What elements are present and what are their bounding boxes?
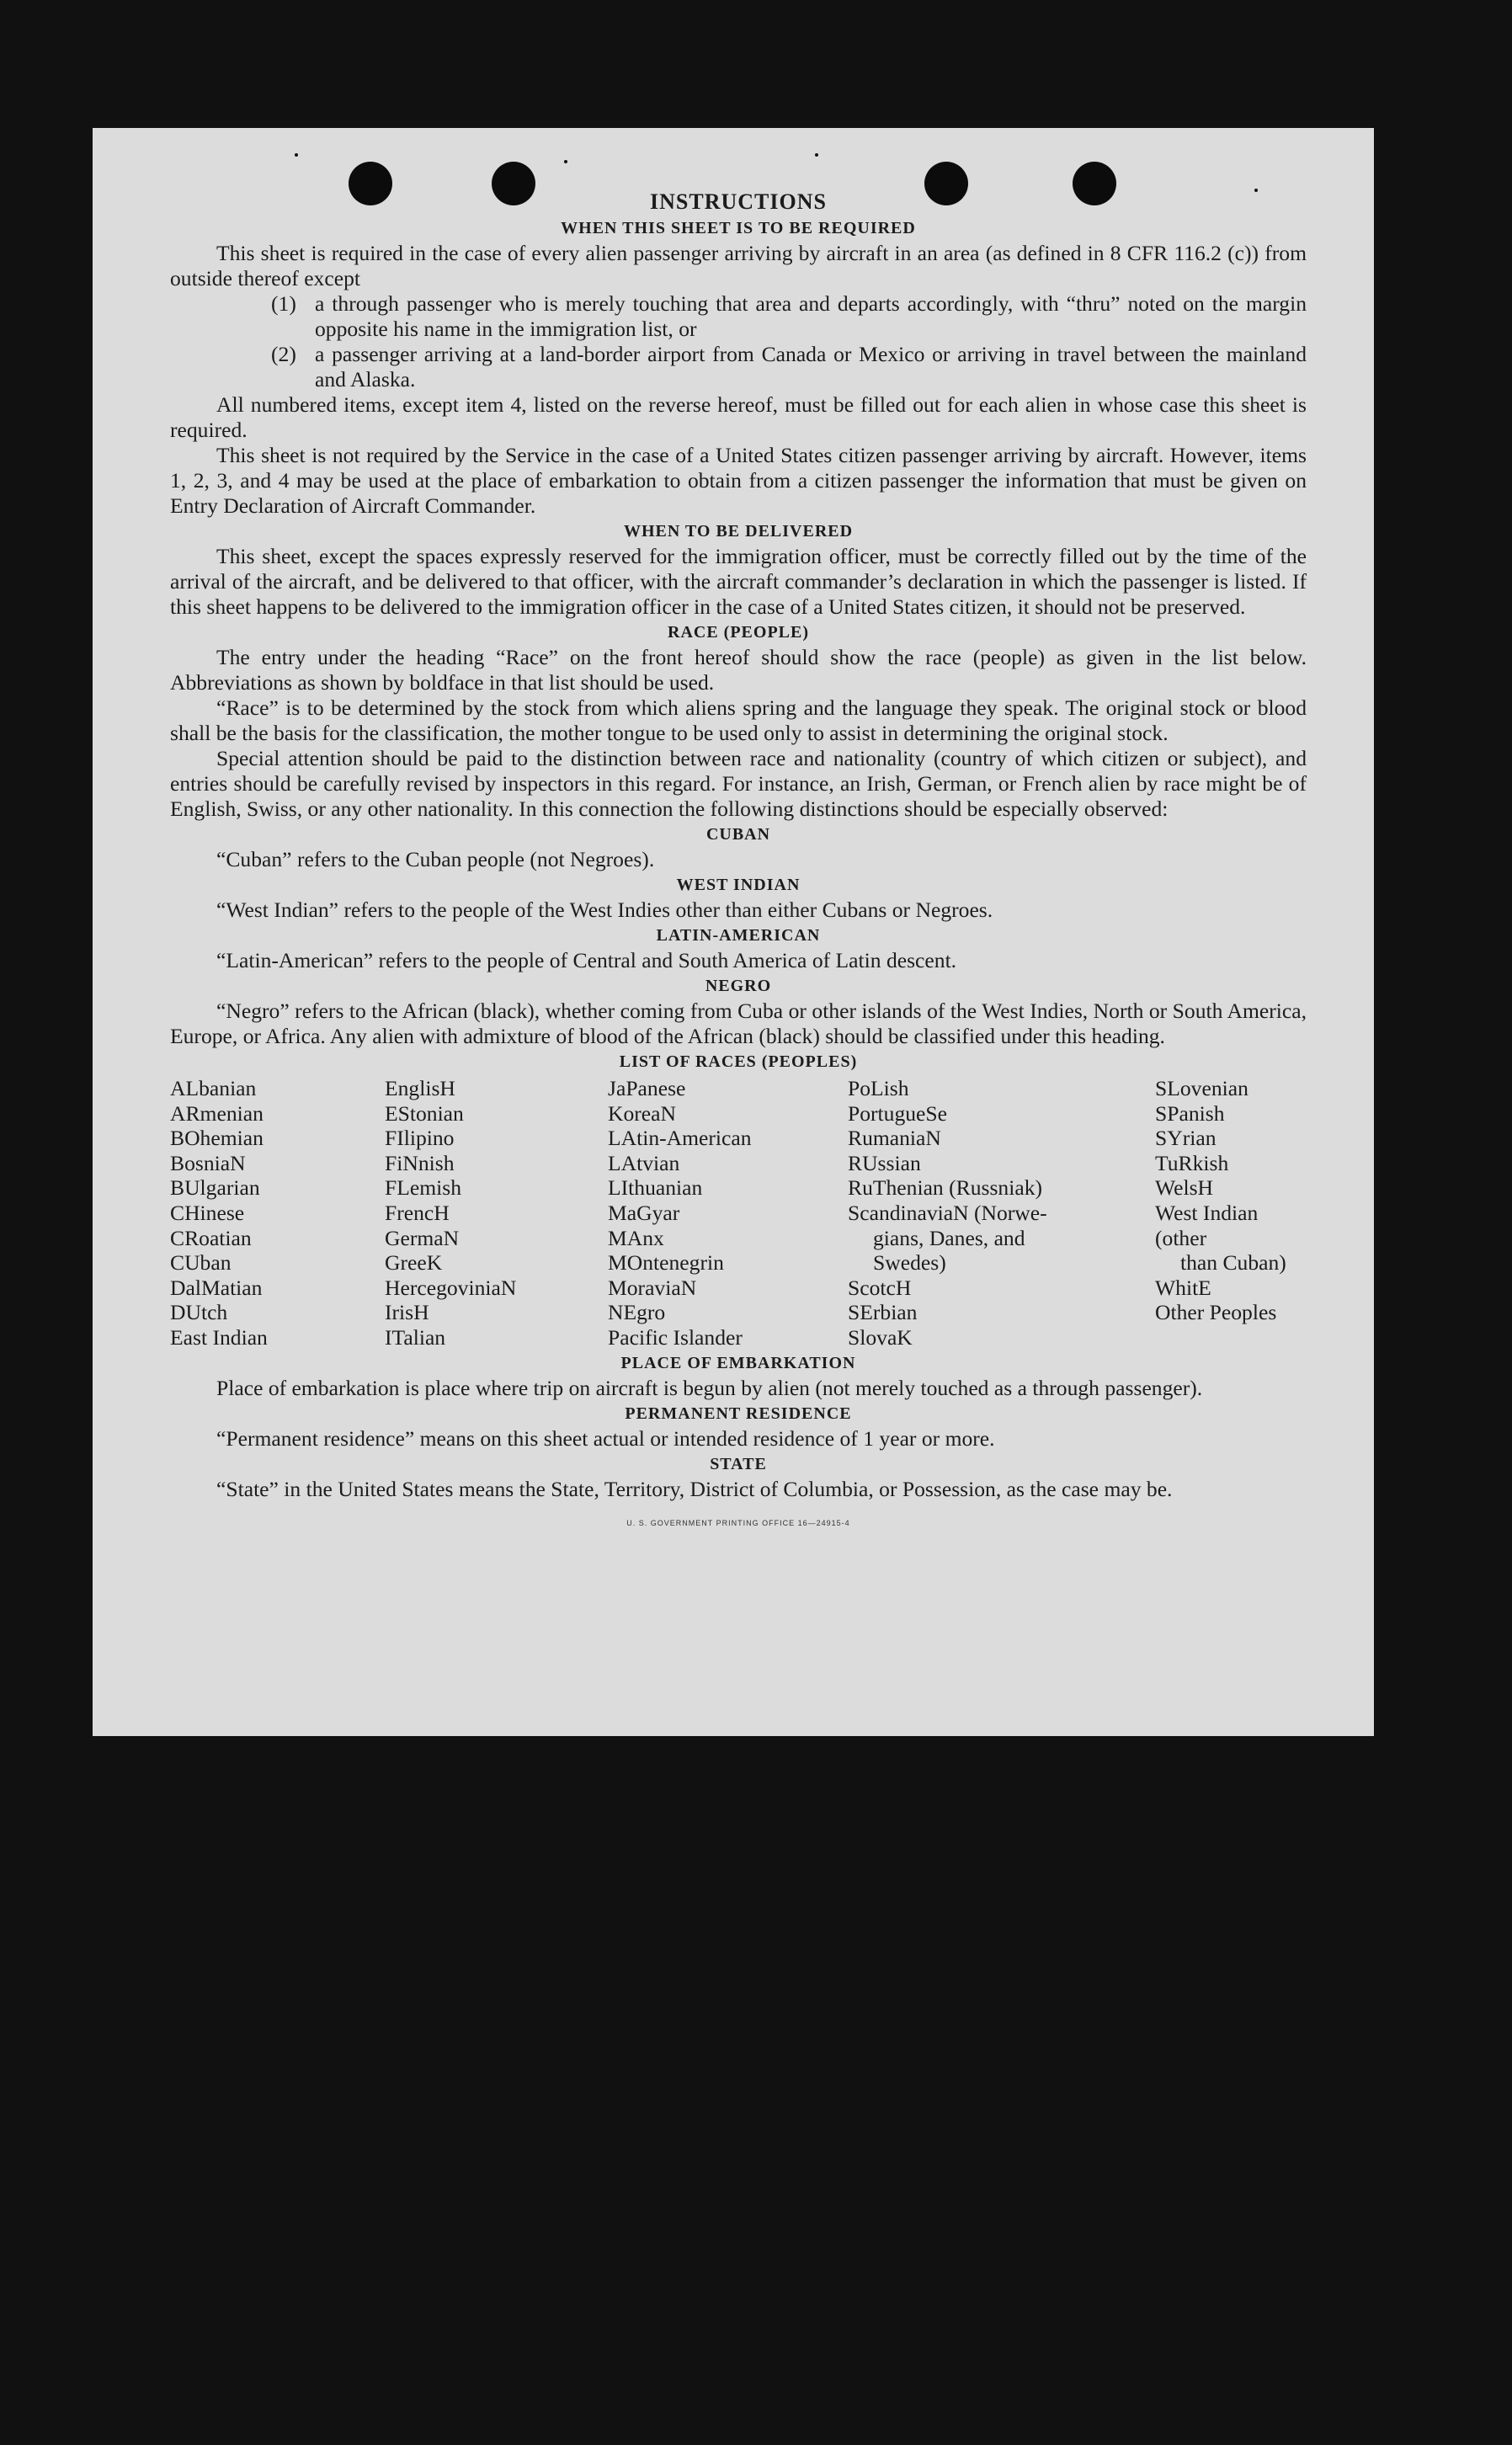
- race-entry: PortugueSe: [848, 1100, 948, 1126]
- section-heading: LIST OF RACES (PEOPLES): [619, 1052, 858, 1071]
- printer-imprint: U. S. GOVERNMENT PRINTING OFFICE 16—24915-4: [626, 1518, 850, 1527]
- race-sublist: [1155, 1276, 1307, 1325]
- race-entry: JaPanese: [608, 1076, 686, 1100]
- paragraph: “Negro” refers to the African (black), whether coming from Cuba or other islands of the West Indies, North or South America, Europe, or Africa. Any alien with admixture of blood of the African (black) should be classified under this heading.: [170, 999, 1307, 1048]
- race-entry: MAnx: [608, 1225, 664, 1250]
- race-entry: Swedes): [873, 1250, 946, 1276]
- race-entry: BosniaN: [170, 1150, 246, 1175]
- race-entry: SErbian: [848, 1300, 918, 1325]
- race-entry: PoLish: [848, 1076, 909, 1100]
- section-heading: LATIN-AMERICAN: [656, 926, 821, 945]
- section-heading: STATE: [710, 1454, 767, 1473]
- race-entry: WelsH: [1155, 1175, 1214, 1201]
- race-entry: Other Peoples: [1155, 1300, 1277, 1325]
- race-entry: SPanish: [1155, 1100, 1225, 1126]
- race-entry: HercegoviniaN: [385, 1275, 517, 1300]
- race-entry: FrencH: [385, 1200, 450, 1225]
- race-entry: CRoatian: [170, 1225, 252, 1250]
- race-entry: CHinese: [170, 1200, 245, 1225]
- section-heading: NEGRO: [705, 977, 772, 995]
- race-sublist: [848, 1276, 1155, 1350]
- item-number: (2): [271, 342, 296, 366]
- paragraph: Place of embarkation is place where trip on aircraft is begun by alien (not merely touched as a through passenger).: [216, 1375, 1203, 1400]
- race-list: [170, 1076, 1307, 1350]
- section-heading: CUBAN: [705, 825, 771, 844]
- race-sublist: [848, 1076, 1155, 1226]
- paragraph: Special attention should be paid to the distinction between race and nationality (country of which citizen or subject), and entries should be carefully revised by inspectors in this regard. For instance, an Irish, German, or French alien by race might be of English, Swiss, or any other nationality. In this connection the following distinctions should be especially observed:: [170, 746, 1307, 821]
- item-text: a passenger arriving at a land-border airport from Canada or Mexico or arriving in travel between the mainland and Alaska.: [315, 342, 1307, 392]
- race-entry: than Cuban): [1180, 1250, 1286, 1276]
- race-entry: Pacific Islander: [608, 1324, 743, 1350]
- race-entry: LAtin-American: [608, 1126, 752, 1151]
- race-sublist: [848, 1226, 1155, 1276]
- race-column: [170, 1076, 385, 1350]
- section-heading: PLACE OF EMBARKATION: [620, 1353, 856, 1372]
- speck: [564, 160, 567, 163]
- race-entry: GreeK: [385, 1250, 443, 1276]
- race-column: [608, 1076, 848, 1350]
- list-item: [170, 291, 1307, 342]
- race-entry: LAtvian: [608, 1150, 680, 1175]
- race-column: [1155, 1076, 1307, 1350]
- section-heading: RACE (PEOPLE): [668, 623, 809, 642]
- race-entry: RumaniaN: [848, 1126, 941, 1151]
- race-column: [385, 1076, 608, 1350]
- race-entry: BUlgarian: [170, 1175, 260, 1201]
- paragraph: The entry under the heading “Race” on the front hereof should show the race (people) as given in the list below. Abbreviations as shown by boldface in that list should be used.: [170, 645, 1307, 695]
- race-sublist: [1155, 1076, 1307, 1250]
- race-entry: GermaN: [385, 1225, 460, 1250]
- race-entry: ITalian: [385, 1324, 446, 1350]
- race-entry: KoreaN: [608, 1100, 677, 1126]
- list-item: [170, 342, 1307, 392]
- race-entry: ScandinaviaN (Norwe-: [848, 1200, 1047, 1225]
- race-entry: FLemish: [385, 1175, 462, 1201]
- race-entry: West Indian (other: [1155, 1200, 1259, 1250]
- instructions-body: [170, 189, 1307, 1536]
- paragraph: “Race” is to be determined by the stock from which aliens spring and the language they speak. The original stock or blood shall be the basis for the classification, the mother tongue to be used only to assist in determining the original stock.: [170, 695, 1307, 745]
- race-entry: CUban: [170, 1250, 232, 1276]
- paragraph: “State” in the United States means the State, Territory, District of Columbia, or Possession, as the case may be.: [216, 1476, 1173, 1501]
- section-heading: WHEN TO BE DELIVERED: [623, 522, 854, 541]
- paragraph: This sheet, except the spaces expressly reserved for the immigration officer, must be correctly filled out by the time of the arrival of the aircraft, and be delivered to that officer, with the aircraft commander’s declaration in which the passenger is listed. If this sheet happens to be delivered to the immigration officer in the case of a United States citizen, it should not be preserved.: [170, 544, 1307, 619]
- race-entry: MoraviaN: [608, 1275, 697, 1300]
- race-entry: gians, Danes, and: [873, 1225, 1025, 1250]
- race-entry: LIthuanian: [608, 1175, 703, 1201]
- speck: [815, 153, 818, 157]
- race-entry: NEgro: [608, 1300, 666, 1325]
- race-column: [848, 1076, 1155, 1350]
- item-text: a through passenger who is merely touching that area and departs accordingly, with “thru” noted on the margin opposite his name in the immigration list, or: [315, 291, 1307, 341]
- section-heading: PERMANENT RESIDENCE: [625, 1404, 852, 1423]
- paragraph: “Permanent residence” means on this sheet actual or intended residence of 1 year or more.: [216, 1425, 995, 1451]
- race-entry: ARmenian: [170, 1100, 264, 1126]
- race-entry: MaGyar: [608, 1200, 680, 1225]
- race-entry: TuRkish: [1155, 1150, 1229, 1175]
- race-entry: SYrian: [1155, 1126, 1217, 1151]
- race-entry: East Indian: [170, 1324, 268, 1350]
- race-entry: DUtch: [170, 1300, 228, 1325]
- paragraph: “Latin-American” refers to the people of Central and South America of Latin descent.: [216, 948, 957, 972]
- race-entry: WhitE: [1155, 1275, 1211, 1300]
- paragraph: All numbered items, except item 4, listed on the reverse hereof, must be filled out for each alien in whose case this sheet is required.: [170, 392, 1307, 442]
- race-entry: EnglisH: [385, 1076, 455, 1100]
- race-entry: ScotcH: [848, 1275, 912, 1300]
- race-entry: RuThenian (Russniak): [848, 1175, 1043, 1201]
- race-entry: FIlipino: [385, 1126, 455, 1151]
- race-sublist: [1155, 1250, 1307, 1276]
- paragraph: This sheet is required in the case of every alien passenger arriving by aircraft in an area (as defined in 8 CFR 116.2 (c)) from outside thereof except: [170, 241, 1307, 290]
- race-entry: IrisH: [385, 1300, 429, 1325]
- instruction-sheet: [93, 128, 1374, 1736]
- section-heading: WHEN THIS SHEET IS TO BE REQUIRED: [561, 219, 916, 237]
- item-number: (1): [271, 291, 296, 316]
- race-entry: EStonian: [385, 1100, 464, 1126]
- race-entry: DalMatian: [170, 1275, 263, 1300]
- section-heading: WEST INDIAN: [676, 876, 801, 894]
- race-entry: SLovenian: [1155, 1076, 1248, 1100]
- paragraph: This sheet is not required by the Service in the case of a United States citizen passenger arriving by aircraft. However, items 1, 2, 3, and 4 may be used at the place of embarkation to obtain from a citizen passenger the information that must be given on Entry Declaration of Aircraft Commander.: [170, 443, 1307, 518]
- speck: [295, 153, 298, 157]
- race-entry: BOhemian: [170, 1126, 264, 1151]
- race-entry: FiNnish: [385, 1150, 455, 1175]
- race-entry: RUssian: [848, 1150, 921, 1175]
- race-entry: MOntenegrin: [608, 1250, 724, 1276]
- paragraph: “Cuban” refers to the Cuban people (not Negroes).: [216, 847, 655, 871]
- race-entry: ALbanian: [170, 1076, 257, 1100]
- race-entry: SlovaK: [848, 1324, 913, 1350]
- page-title: INSTRUCTIONS: [650, 189, 827, 214]
- paragraph: “West Indian” refers to the people of the West Indies other than either Cubans or Negroes.: [216, 898, 993, 922]
